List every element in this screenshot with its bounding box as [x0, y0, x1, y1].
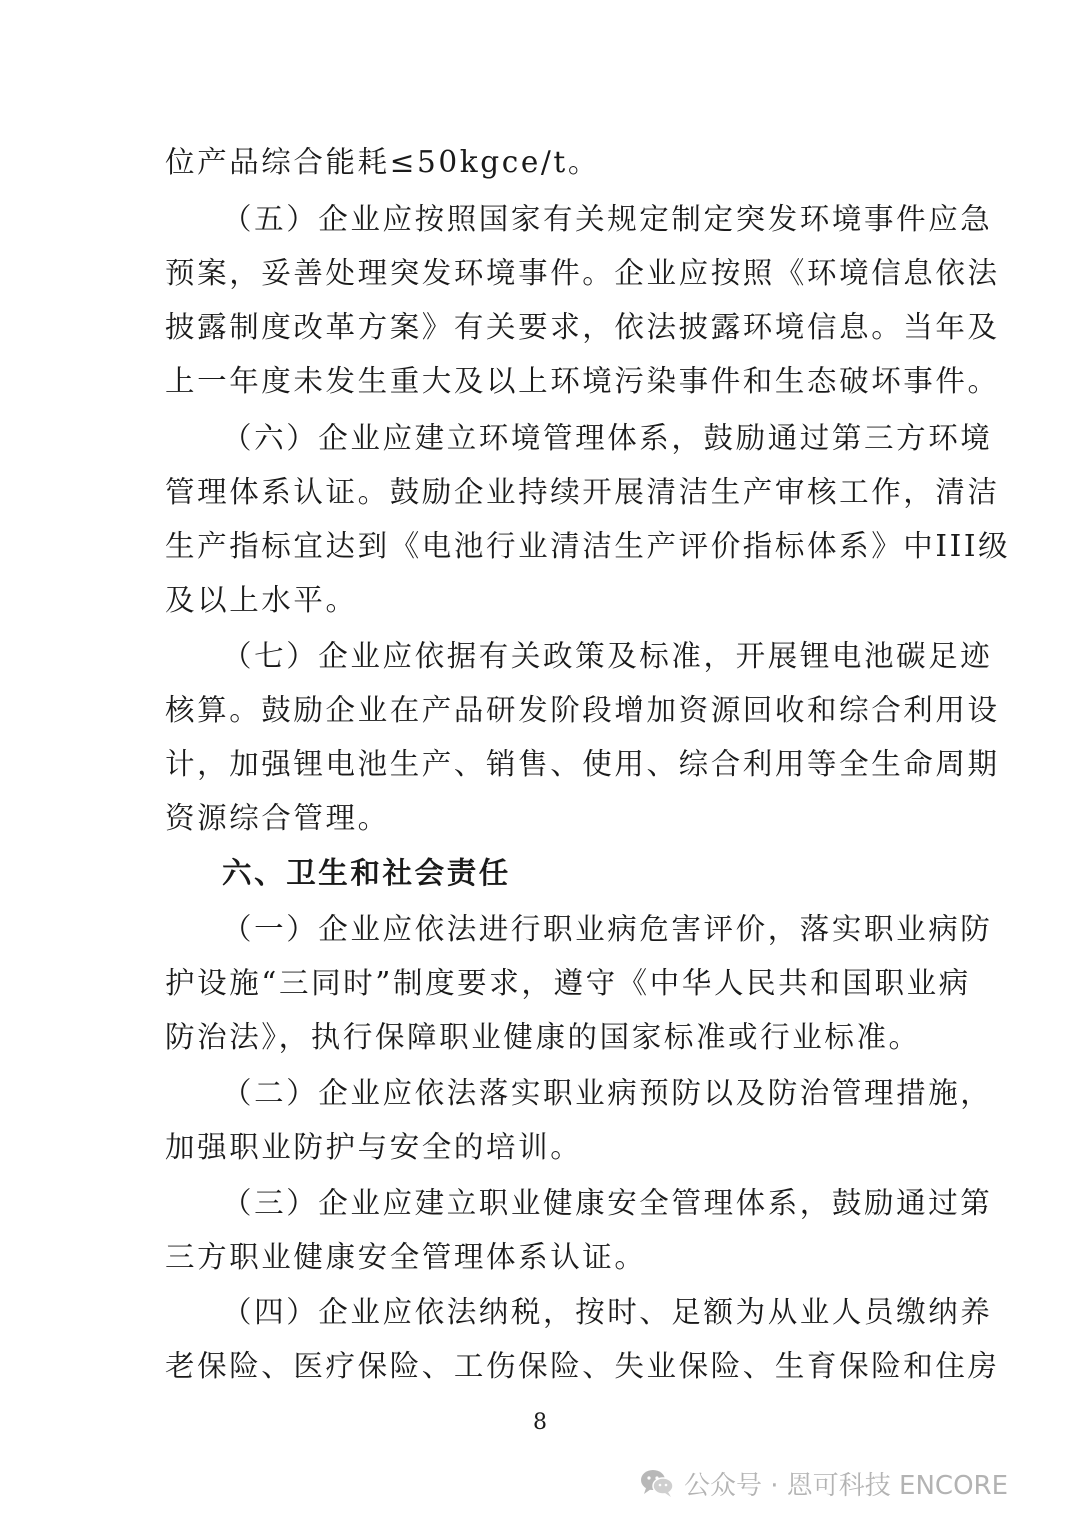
- text-line: 三方职业健康安全管理体系认证。: [165, 1240, 647, 1274]
- text-line: 预案，妥善处理突发环境事件。企业应按照《环境信息依法: [165, 256, 1000, 290]
- paragraph-start-line: （七）企业应依据有关政策及标准，开展锂电池碳足迹: [222, 639, 993, 673]
- text-line: 资源综合管理。: [165, 801, 390, 835]
- text-line: 位产品综合能耗≤50kgce/t。: [165, 145, 600, 179]
- text-line: 管理体系认证。鼓励企业持续开展清洁生产审核工作，清洁: [165, 475, 1000, 509]
- paragraph-start-line: （五）企业应按照国家有关规定制定突发环境事件应急: [222, 202, 993, 236]
- text-line: 核算。鼓励企业在产品研发阶段增加资源回收和综合利用设: [165, 693, 1000, 727]
- watermark-text: 公众号 · 恩可科技 ENCORE: [684, 1470, 1009, 1501]
- text-line: 生产指标宜达到《电池行业清洁生产评价指标体系》中III级: [165, 529, 1011, 563]
- text-line: 老保险、医疗保险、工伤保险、失业保险、生育保险和住房: [165, 1349, 1000, 1383]
- paragraph-start-line: （四）企业应依法纳税，按时、足额为从业人员缴纳养: [222, 1295, 993, 1329]
- text-line: 披露制度改革方案》有关要求，依法披露环境信息。当年及: [165, 310, 1000, 344]
- text-line: 计，加强锂电池生产、销售、使用、综合利用等全生命周期: [165, 747, 1000, 781]
- paragraph-start-line: （一）企业应依法进行职业病危害评价，落实职业病防: [222, 912, 993, 946]
- text-line: 加强职业防护与安全的培训。: [165, 1130, 583, 1164]
- paragraph-start-line: （六）企业应建立环境管理体系，鼓励通过第三方环境: [222, 421, 993, 455]
- paragraph-start-line: （二）企业应依法落实职业病预防以及防治管理措施，: [222, 1076, 993, 1110]
- paragraph-start-line: （三）企业应建立职业健康安全管理体系，鼓励通过第: [222, 1186, 993, 1220]
- wechat-icon: [640, 1468, 674, 1498]
- section-heading: 六、卫生和社会责任: [222, 856, 511, 890]
- text-line: 及以上水平。: [165, 583, 358, 617]
- text-line: 护设施“三同时”制度要求，遵守《中华人民共和国职业病: [165, 966, 971, 1000]
- text-line: 防治法》，执行保障职业健康的国家标准或行业标准。: [165, 1020, 921, 1054]
- watermark: [640, 1463, 1008, 1503]
- text-line: 上一年度未发生重大及以上环境污染事件和生态破坏事件。: [165, 364, 1000, 398]
- page-number: 8: [533, 1410, 547, 1435]
